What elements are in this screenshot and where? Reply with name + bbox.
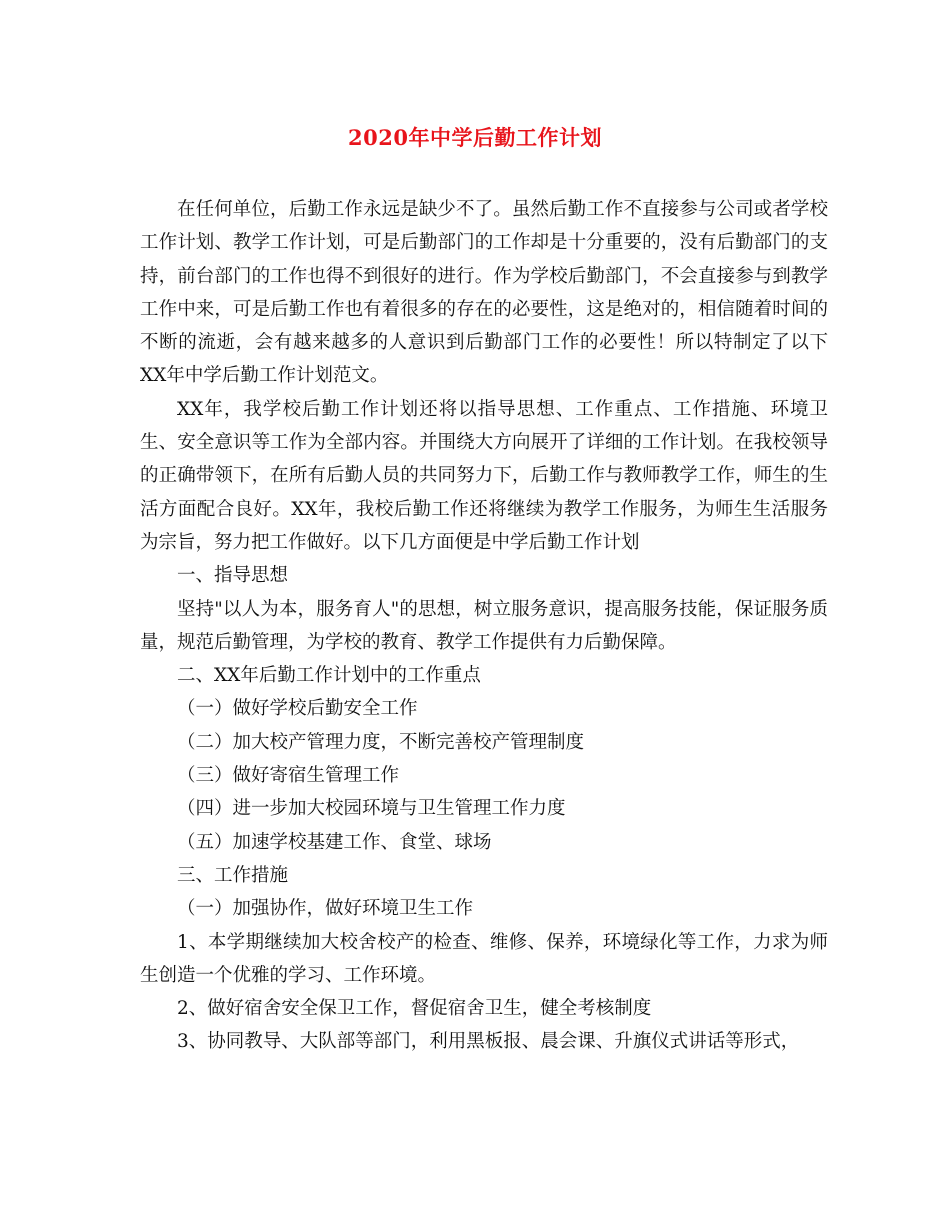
list-item: （五）加速学校基建工作、食堂、球场 [177,831,492,853]
paragraph: 在任何单位，后勤工作永远是缺少不了。虽然后勤工作不直接参与公司或者学校工作计划、教学工作计划，可是后勤部门的工作却是十分重要的，没有后勤部门的支持，前台部门的工作也得不到很好的进行。作为学校后勤部门，不会直接参与到教学工作中来，可是后勤工作也有着很多的存在的必要性，这是绝对的，相信随着时间的不断的流逝，会有越来越多的人意识到后勤部门工作的必要性！所以特制定了以下XX年中学后勤工作计划范文。 [140,199,828,387]
list-item: （三）做好寄宿生管理工作 [177,765,400,787]
list-item: （一）做好学校后勤安全工作 [177,698,418,720]
section-heading: 二、XX年后勤工作计划中的工作重点 [177,665,481,687]
list-item: 2、做好宿舍安全保卫工作，督促宿舍卫生，健全考核制度 [177,998,652,1020]
subsection-heading: （一）加强协作，做好环境卫生工作 [177,898,474,920]
list-item: （二）加大校产管理力度，不断完善校产管理制度 [177,731,585,753]
list-item: 3、协同教导、大队部等部门，利用黑板报、晨会课、升旗仪式讲话等形式， [177,1031,800,1053]
section-heading: 三、工作措施 [177,864,289,886]
list-item: （四）进一步加大校园环境与卫生管理工作力度 [177,798,566,820]
document-title: 2020年中学后勤工作计划 [348,125,602,150]
paragraph: 坚持"以人为本，服务育人"的思想，树立服务意识，提高服务技能，保证服务质量，规范后勤管理，为学校的教育、教学工作提供有力后勤保障。 [140,598,828,653]
paragraph: XX年，我学校后勤工作计划还将以指导思想、工作重点、工作措施、环境卫生、安全意识等工作为全部内容。并围绕大方向展开了详细的工作计划。在我校领导的正确带领下，在所有后勤人员的共同努力下，后勤工作与教师教学工作，师生的生活方面配合良好。XX年，我校后勤工作还将继续为教学工作服务，为师生生活服务为宗旨，努力把工作做好。以下几方面便是中学后勤工作计划 [140,398,828,553]
section-heading: 一、指导思想 [177,565,289,587]
document-body [140,193,828,1059]
list-item: 1、本学期继续加大校舍校产的检查、维修、保养，环境绿化等工作，力求为师生创造一个优雅的学习、工作环境。 [140,931,828,986]
